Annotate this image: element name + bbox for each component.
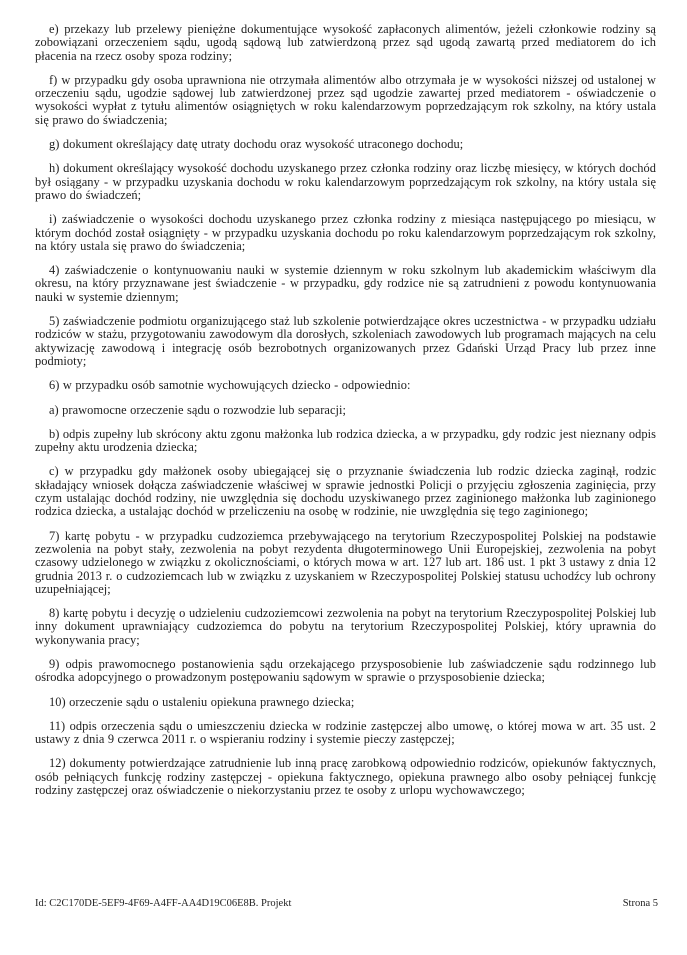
paragraph-6a: a) prawomocne orzeczenie sądu o rozwodzie lub separacji; [49,402,346,417]
document-id-footer: Id: C2C170DE-5EF9-4F69-A4FF-AA4D19C06E8B. Projekt [35,898,292,909]
paragraph-g: g) dokument określający datę utraty dochodu oraz wysokość utraconego dochodu; [49,137,464,152]
paragraph-6: 6) w przypadku osób samotnie wychowujących dziecko - odpowiednio: [49,378,411,393]
paragraph-6b: b) odpis zupełny lub skrócony aktu zgonu małżonka lub rodzica dziecka, a w przypadku, gdy rodzic jest nieznany odpis zupełny aktu urodzenia dziecka; [35,426,656,455]
paragraph-e: e) przekazy lub przelewy pieniężne dokumentujące wysokość zapłaconych alimentów, jeżeli członkowie rodziny są zobowiązani orzeczeniem sądu, ugodą sądową lub zatwierdzoną przez sąd ugodą zawartą przed mediatorem do ich płacenia na rzecz osoby spoza rodziny; [35,22,656,63]
paragraph-8: 8) kartę pobytu i decyzję o udzieleniu cudzoziemcowi zezwolenia na pobyt na terytorium Rzeczypospolitej Polskiej lub inny dokument uprawniający cudzoziemca do pobytu na terytorium Rzeczypospolitej Polskiej, który uprawnia do wykonywania pracy; [35,606,656,647]
page-footer [35,898,658,910]
paragraph-11: 11) odpis orzeczenia sądu o umieszczeniu dziecka w rodzinie zastępczej albo umowę, o której mowa w art. 35 ust. 2 ustawy z dnia 9 czerwca 2011 r. o wspieraniu rodziny i systemie pieczy zastępczej; [35,718,656,747]
paragraph-10: 10) orzeczenie sądu o ustaleniu opiekuna prawnego dziecka; [49,694,355,709]
paragraph-6c: c) w przypadku gdy małżonek osoby ubiegającej się o przyznanie świadczenia lub rodzic dziecka zaginął, rodzic składający wniosek dołącza zaświadczenie właściwej w sprawie jednostki Policji o przyjęciu zgłoszenia zaginięcia, przy czym ustalając dochód rodziny, nie uwzględnia się dochodu uzyskiwanego przez zaginionego małżonka lub zaginionego rodzica dziecka, a ustalając dochód w przeliczeniu na osobę w rodzinie, nie uwzględnia się tego zaginionego; [35,464,656,519]
paragraph-f: f) w przypadku gdy osoba uprawniona nie otrzymała alimentów albo otrzymała je w wysokości niższej od ustalonej w orzeczeniu sądu, ugodzie sądowej lub zatwierdzonej przez sąd ugodzie zawartej przed mediatorem - oświadczenie o wysokości wypłat z tytułu alimentów osiągniętych w roku kalendarzowym poprzedzającym rok szkolny, na który ustala się prawo do świadczenia; [35,72,656,127]
paragraph-12: 12) dokumenty potwierdzające zatrudnienie lub inną pracę zarobkową odpowiednio rodziców, opiekunów faktycznych, osób pełniących funkcję rodziny zastępczej - opiekuna faktycznego, opiekuna prawnego albo osoby pełniącej funkcję rodziny zastępczej oraz oświadczenie o niekorzystaniu przez te osoby z urlopu wychowawczego; [35,756,656,798]
paragraph-h: h) dokument określający wysokość dochodu uzyskanego przez członka rodziny oraz liczbę miesięcy, w których dochód był osiągany - w przypadku uzyskania dochodu w roku kalendarzowym poprzedzającym rok szkolny, na który ustala się prawo do świadczeń; [35,161,656,202]
paragraph-4: 4) zaświadczenie o kontynuowaniu nauki w systemie dziennym w roku szkolnym lub akademickim właściwym dla okresu, na który przyznawane jest świadczenie - w przypadku, gdy rodzice nie są zatrudnieni z powodu kontynuowania nauki w systemie dziennym; [35,263,656,304]
document-body [35,23,656,808]
paragraph-i: i) zaświadczenie o wysokości dochodu uzyskanego przez członka rodziny z miesiąca następującego po miesiącu, w którym dochód został osiągnięty - w przypadku uzyskania dochodu po roku kalendarzowym poprzedzającym rok szkolny, na który ustala się prawo do świadczenia; [35,212,656,253]
paragraph-9: 9) odpis prawomocnego postanowienia sądu orzekającego przysposobienie lub zaświadczenie sądu rodzinnego lub ośrodka adopcyjnego o prowadzonym postępowaniu sądowym w sprawie o przysposobienie dziecka; [35,656,656,685]
page-number: Strona 5 [622,898,658,909]
paragraph-7: 7) kartę pobytu - w przypadku cudzoziemca przebywającego na terytorium Rzeczypospolitej Polskiej na podstawie zezwolenia na pobyt stały, zezwolenia na pobyt rezydenta długoterminowego Unii Europejskiej, zezwolenia na pobyt czasowy udzielonego w związku z okolicznościami, o których mowa w art. 127 lub art. 186 ust. 1 pkt 3 ustawy z dnia 12 grudnia 2013 r. o cudzoziemcach lub w związku z uzyskaniem w Rzeczypospolitej Polskiej statusu uchodźcy lub ochrony uzupełniającej; [35,528,656,596]
paragraph-5: 5) zaświadczenie podmiotu organizującego staż lub szkolenie potwierdzające okres uczestnictwa - w przypadku udziału rodziców w stażu, przygotowaniu zawodowym dla dorosłych, szkoleniach zawodowych lub programach mających na celu aktywizację zawodową i integrację osób bezrobotnych organizowanych przez Gdański Urząd Pracy lub przez inne podmioty; [35,314,656,368]
